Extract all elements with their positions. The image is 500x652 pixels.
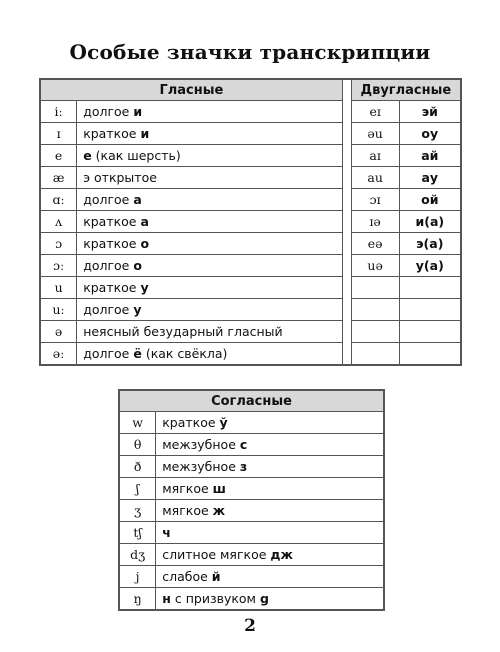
- sound-description: [77, 343, 343, 366]
- description-text: краткое: [83, 214, 141, 229]
- diphthong-sound: [399, 343, 461, 366]
- diphthong-symbol: ɔɪ: [351, 189, 399, 211]
- diphthong-sound: ай: [399, 145, 461, 167]
- description-text: долгое: [83, 302, 134, 317]
- description-text: мягкое: [162, 503, 213, 518]
- sound-description: [77, 277, 343, 299]
- table-row: [119, 522, 384, 544]
- diphthong-symbol: [351, 299, 399, 321]
- table-row: [40, 277, 461, 299]
- diphthong-symbol: ɪə: [351, 211, 399, 233]
- consonant-symbol: w: [119, 412, 156, 434]
- description-letter: а: [133, 192, 142, 207]
- table-row: [40, 211, 461, 233]
- vowel-symbol: ɑː: [40, 189, 77, 211]
- sound-description: [77, 255, 343, 277]
- table-row: [40, 321, 461, 343]
- column-gap: [342, 255, 351, 277]
- diphthong-sound: [399, 277, 461, 299]
- diphthong-symbol: eə: [351, 233, 399, 255]
- page-number: 2: [244, 616, 256, 636]
- description-letter: о: [140, 236, 150, 251]
- description-letter: о: [133, 258, 142, 273]
- table-row: [119, 434, 384, 456]
- table-row: [119, 544, 384, 566]
- diphthong-sound: э(а): [399, 233, 461, 255]
- description-letter: дж: [270, 547, 293, 562]
- consonant-symbol: ʃ: [119, 478, 156, 500]
- diphthong-symbol: uə: [351, 255, 399, 277]
- diphthong-sound: оу: [399, 123, 461, 145]
- description-letter: и: [133, 104, 143, 119]
- table-row: [40, 255, 461, 277]
- description-text: межзубное: [162, 437, 240, 452]
- sound-description: [156, 566, 384, 588]
- description-letter: ш: [212, 481, 226, 496]
- consonant-symbol: j: [119, 566, 156, 588]
- description-letter: ж: [212, 503, 226, 518]
- description-letter: а: [140, 214, 149, 229]
- column-gap: [342, 343, 351, 366]
- diphthong-symbol: eɪ: [351, 101, 399, 123]
- diphthong-symbol: au: [351, 167, 399, 189]
- sound-description: [156, 522, 384, 544]
- table-row: [40, 299, 461, 321]
- vowel-symbol: æ: [40, 167, 77, 189]
- vowels-table-body: [40, 79, 461, 365]
- vowel-symbol: u: [40, 277, 77, 299]
- description-text: краткое: [83, 280, 141, 295]
- description-text: межзубное: [162, 459, 240, 474]
- sound-description: [77, 167, 343, 189]
- diphthong-sound: у(а): [399, 255, 461, 277]
- diphthong-sound: [399, 321, 461, 343]
- consonant-symbol: ŋ: [119, 588, 156, 611]
- description-text: э открытое: [83, 170, 157, 185]
- column-gap: [342, 277, 351, 299]
- column-gap: [342, 189, 351, 211]
- vowel-symbol: ɔ: [40, 233, 77, 255]
- diphthongs-header: Двугласные: [351, 79, 461, 101]
- description-text: мягкое: [162, 481, 213, 496]
- description-text: слитное мягкое: [162, 547, 271, 562]
- description-letter: с: [239, 437, 248, 452]
- consonant-symbol: ʒ: [119, 500, 156, 522]
- description-text: (как свёкла): [141, 346, 228, 361]
- diphthong-sound: эй: [399, 101, 461, 123]
- sound-description: [77, 321, 343, 343]
- vowel-symbol: əː: [40, 343, 77, 366]
- description-letter: й: [211, 569, 221, 584]
- sound-description: [77, 101, 343, 123]
- sound-description: [156, 456, 384, 478]
- column-gap: [342, 101, 351, 123]
- description-text: краткое: [83, 236, 141, 251]
- column-gap: [342, 233, 351, 255]
- description-text: неясный безударный гласный: [83, 324, 283, 339]
- description-letter: н: [162, 591, 171, 606]
- table-row: [119, 456, 384, 478]
- consonants-header: Согласные: [119, 390, 384, 412]
- vowel-symbol: ɔː: [40, 255, 77, 277]
- description-letter: ў: [219, 415, 228, 430]
- table-row: [40, 123, 461, 145]
- sound-description: [156, 478, 384, 500]
- description-letter: ч: [162, 525, 171, 540]
- description-letter: з: [239, 459, 248, 474]
- description-text: краткое: [83, 126, 141, 141]
- sound-description: [156, 544, 384, 566]
- vowels-header: Гласные: [40, 79, 342, 101]
- sound-description: [156, 500, 384, 522]
- table-row: [119, 412, 384, 434]
- table-row: [40, 101, 461, 123]
- table-row: [119, 566, 384, 588]
- table-row: [40, 343, 461, 366]
- diphthong-sound: ау: [399, 167, 461, 189]
- diphthong-symbol: [351, 321, 399, 343]
- column-gap: [342, 211, 351, 233]
- table-row: [40, 167, 461, 189]
- table-row: [40, 189, 461, 211]
- sound-description: [156, 434, 384, 456]
- description-letter: у: [133, 302, 142, 317]
- column-gap: [342, 167, 351, 189]
- description-text: краткое: [162, 415, 220, 430]
- description-text: долгое: [83, 258, 134, 273]
- description-text: с призвуком: [170, 591, 260, 606]
- sound-description: [77, 299, 343, 321]
- consonants-table: [118, 389, 385, 611]
- column-gap: [342, 123, 351, 145]
- table-row: [119, 588, 384, 611]
- consonant-symbol: θ: [119, 434, 156, 456]
- diphthong-symbol: əu: [351, 123, 399, 145]
- sound-description: [77, 233, 343, 255]
- sound-description: [77, 123, 343, 145]
- description-text: слабое: [162, 569, 212, 584]
- diphthong-sound: ой: [399, 189, 461, 211]
- column-gap: [342, 145, 351, 167]
- diphthong-symbol: [351, 343, 399, 366]
- vowel-symbol: ə: [40, 321, 77, 343]
- consonant-symbol: ð: [119, 456, 156, 478]
- diphthong-symbol: aɪ: [351, 145, 399, 167]
- diphthong-symbol: [351, 277, 399, 299]
- vowel-symbol: e: [40, 145, 77, 167]
- description-letter: и: [140, 126, 150, 141]
- column-gap: [342, 79, 351, 101]
- description-text: (как шерсть): [91, 148, 181, 163]
- vowel-symbol: iː: [40, 101, 77, 123]
- table-row: [40, 233, 461, 255]
- description-letter: ё: [133, 346, 142, 361]
- consonant-symbol: tʃ: [119, 522, 156, 544]
- vowel-symbol: ʌ: [40, 211, 77, 233]
- column-gap: [342, 321, 351, 343]
- table-row: [40, 145, 461, 167]
- page-title: Особые значки транскрипции: [69, 40, 431, 64]
- description-letter: е: [83, 148, 92, 163]
- diphthong-sound: и(а): [399, 211, 461, 233]
- table-row: [119, 500, 384, 522]
- description-text: долгое: [83, 104, 134, 119]
- vowels-table: [39, 78, 462, 366]
- table-row: [119, 478, 384, 500]
- sound-description: [156, 588, 384, 611]
- consonants-table-body: [119, 390, 384, 610]
- sound-description: [156, 412, 384, 434]
- vowel-symbol: ɪ: [40, 123, 77, 145]
- description-letter: g: [259, 591, 269, 606]
- sound-description: [77, 145, 343, 167]
- description-letter: у: [140, 280, 149, 295]
- consonant-symbol: dʒ: [119, 544, 156, 566]
- vowel-symbol: uː: [40, 299, 77, 321]
- description-text: долгое: [83, 192, 134, 207]
- sound-description: [77, 211, 343, 233]
- column-gap: [342, 299, 351, 321]
- sound-description: [77, 189, 343, 211]
- description-text: долгое: [83, 346, 134, 361]
- diphthong-sound: [399, 299, 461, 321]
